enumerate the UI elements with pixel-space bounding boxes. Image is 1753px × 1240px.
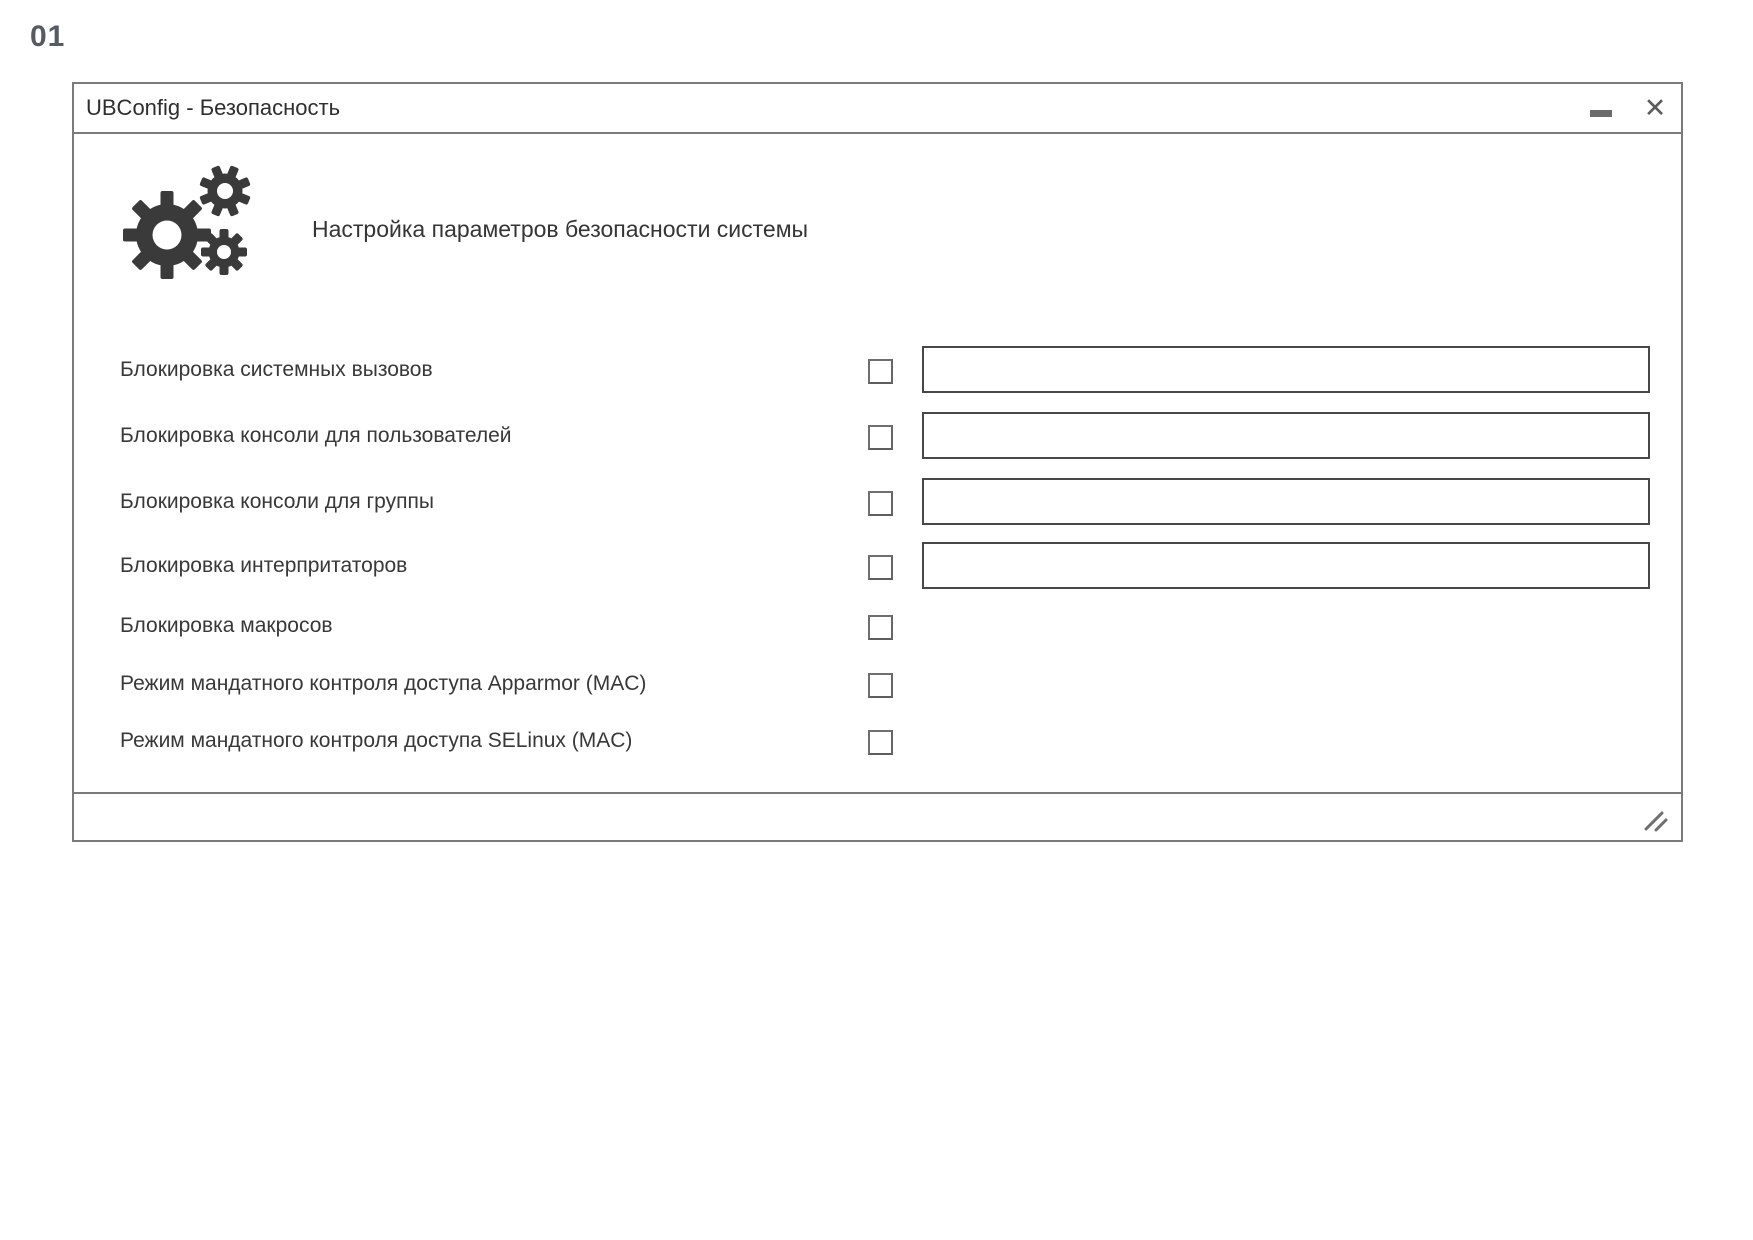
ubconfig-security-window (72, 82, 1683, 842)
minimize-button[interactable] (1581, 84, 1621, 132)
row-checkbox[interactable] (868, 615, 893, 640)
row-text-input[interactable] (922, 478, 1650, 525)
row-label: Блокировка консоли для пользователей (120, 424, 512, 447)
resize-grip-icon[interactable] (1643, 808, 1669, 832)
minimize-icon (1590, 110, 1612, 117)
row-label: Блокировка консоли для группы (120, 490, 434, 513)
row-block-console-users (74, 412, 1681, 460)
window-title: UBConfig - Безопасность (86, 95, 341, 120)
row-text-input[interactable] (922, 412, 1650, 459)
row-mac-apparmor (74, 660, 1681, 708)
row-block-syscalls (74, 346, 1681, 394)
row-text-input[interactable] (922, 542, 1650, 589)
row-checkbox[interactable] (868, 730, 893, 755)
row-block-interpreters (74, 542, 1681, 590)
close-icon: ✕ (1643, 93, 1667, 123)
row-checkbox[interactable] (868, 425, 893, 450)
row-block-macros (74, 602, 1681, 650)
row-text-input[interactable] (922, 346, 1650, 393)
close-button[interactable] (1635, 84, 1675, 132)
row-checkbox[interactable] (868, 673, 893, 698)
row-checkbox[interactable] (868, 359, 893, 384)
status-bar (74, 792, 1681, 840)
row-label: Блокировка системных вызовов (120, 358, 433, 381)
row-label: Режим мандатного контроля доступа Apparmor (MAC) (120, 672, 647, 695)
gears-icon (104, 144, 254, 279)
window-body (74, 134, 1681, 790)
window-heading: Настройка параметров безопасности системы (312, 216, 809, 242)
row-label: Блокировка макросов (120, 614, 333, 637)
row-checkbox[interactable] (868, 555, 893, 580)
row-mac-selinux (74, 717, 1681, 765)
row-checkbox[interactable] (868, 491, 893, 516)
row-label: Блокировка интерпритаторов (120, 554, 408, 577)
window-titlebar[interactable] (74, 84, 1681, 134)
row-block-console-group (74, 478, 1681, 526)
page-index-label: 01 (30, 20, 66, 53)
row-label: Режим мандатного контроля доступа SELinux (MAC) (120, 729, 633, 752)
